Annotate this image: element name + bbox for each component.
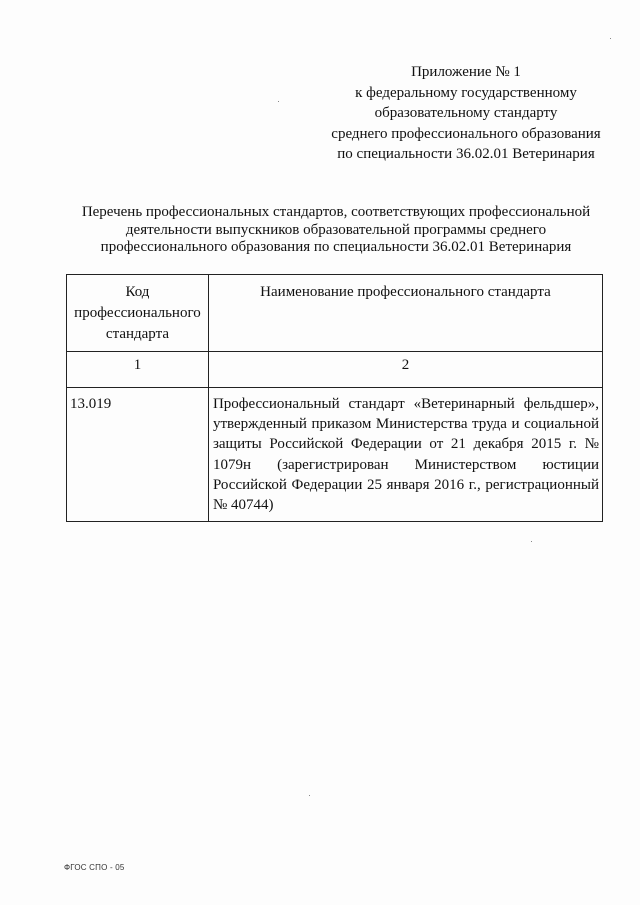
- annex-line-level: среднего профессионального образования: [331, 125, 601, 142]
- standards-table: [66, 274, 603, 522]
- annex-line-standard: к федеральному государственному: [355, 84, 577, 101]
- annex-line-number: Приложение № 1: [411, 64, 521, 80]
- annex-header: [330, 62, 602, 165]
- header-name: Наименование профессионального стандарта: [208, 275, 602, 352]
- header-code-line: стандарта: [105, 326, 169, 342]
- scan-speck: [531, 541, 532, 542]
- scan-speck: [278, 101, 279, 102]
- header-code-line: профессионального: [74, 305, 201, 321]
- document-title: [66, 204, 606, 257]
- standard-name: Профессиональный стандарт «Ветеринарный фельдшер», утвержденный приказом Министерства труда и социальной защиты Российской Федерации от 21 декабря 2015 г. № 1079н (зарегистрирован Министерством юстиции Российской Федерации 25 января 2016 г., регистрационный № 40744): [208, 388, 602, 522]
- column-number-row: [67, 352, 603, 388]
- annex-line-specialty: по специальности 36.02.01 Ветеринария: [337, 146, 595, 162]
- title-line-2: деятельности выпускников образовательной программы среднего: [125, 221, 547, 238]
- column-number-1: 1: [67, 352, 209, 388]
- annex-line-education: образовательному стандарту: [374, 105, 558, 121]
- table-header-row: [67, 275, 603, 352]
- title-line-3: профессионального образования по специальности 36.02.01 Ветеринария: [100, 239, 572, 255]
- title-line-1: Перечень профессиональных стандартов, соответствующих профессиональной: [81, 204, 591, 220]
- column-number-2: 2: [208, 352, 602, 388]
- scan-speck: [309, 795, 310, 796]
- header-code-line: Код: [125, 284, 150, 300]
- footer-code: ФГОС СПО - 05: [64, 863, 125, 872]
- standard-code: 13.019: [67, 388, 209, 522]
- scan-speck: [610, 38, 611, 39]
- header-code: [67, 275, 209, 352]
- table-row: [67, 388, 603, 522]
